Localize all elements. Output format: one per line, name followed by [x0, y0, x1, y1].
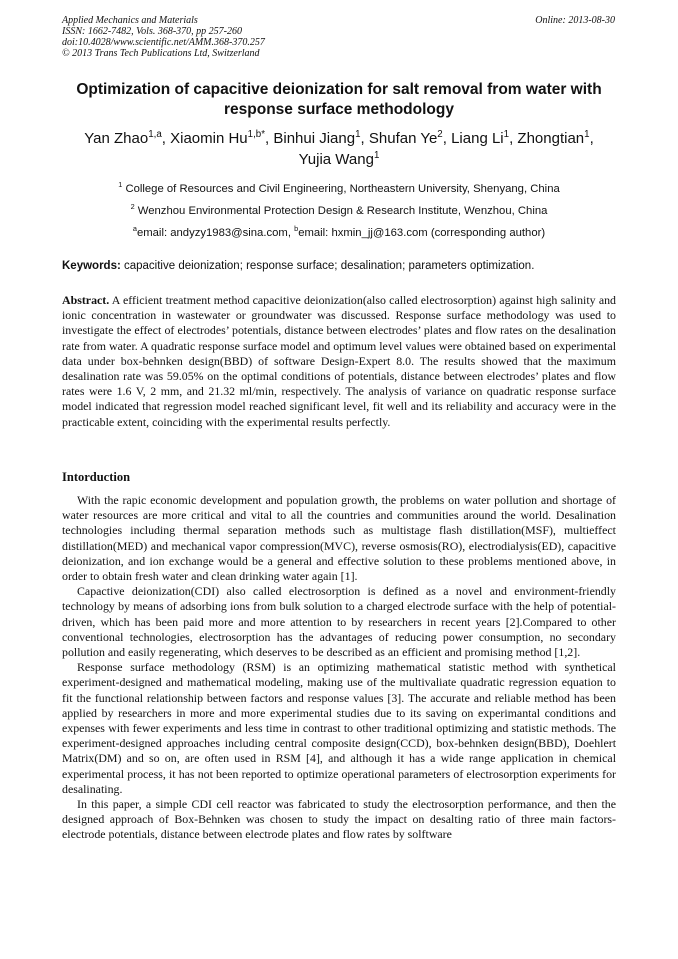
keywords-text: capacitive deionization; response surface; desalination; parameters optimization. [120, 260, 535, 272]
journal-header [62, 15, 265, 59]
journal-name: Applied Mechanics and Materials [62, 15, 198, 26]
online-date: Online: 2013-08-30 [535, 15, 615, 26]
introduction-body [62, 493, 616, 843]
title-line-2: response surface methodology [224, 101, 454, 118]
keywords [62, 259, 622, 273]
abstract-text: A efficient treatment method capacitive deionization(also called electrosorption) against high salinity and ionic concentration in wastewater or groundwater was discussed. Response surface methodology was used to investigate the effect of electrodes’ potentials, distance between electrodes’ plates and flow rates on the desalination rate from water. A quadratic response surface model and optimum level values were obtained based on experimental data under box-behnken design(BBD) of software Design-Expert 8.0. The results showed that the maximum desalination rate was 59.05% on the optimal conditions of potentials, distance between electrodes’ plates and flow rates were 1.6 V, 2 mm, and 21.32 ml/min, respectively. The analysis of variance on quadratic response surface model indicated that regression model reached significant level, fit well and its reliability and accuracy were in the practicable extent, coinciding with the experimental results perfectly. [62, 293, 616, 429]
author: Binhui Jiang$^1$, [273, 129, 369, 147]
email-b[interactable]: email: hxmin_jj@163.com (corresponding author) [298, 227, 546, 239]
author-list [40, 128, 638, 170]
affiliation-2: $^2$ Wenzhou Environmental Protection Design & Research Institute, Wenzhou, China [130, 202, 548, 217]
section-heading-introduction: Intorduction [62, 470, 131, 484]
email-a[interactable]: email: andyzy1983@sina.com, [136, 227, 295, 239]
intro-paragraph: With the rapic economic development and population growth, the problems on water pollution and shortage of water resources are more critical and vital to all the countries and communities around the world. Desalination technologies including thermal separation methods such as multistage flash distillation(MSF), multieffect distillation(MED) and mechanical vapor compression(MVC), reverse osmosis(RO), electrodialysis(ED), capacitive deionization, and ion exchange would be a general and effective solution to these problems mentioned above, in order to obtain fresh water and clean drinking water again [1]. [62, 493, 616, 584]
author: Shufan Ye$^2$, [368, 129, 452, 147]
author: Liang Li$^1$, [451, 129, 518, 147]
author: Yujia Wang$^1$ [298, 150, 380, 168]
copyright-line: © 2013 Trans Tech Publications Ltd, Switzerland [62, 48, 260, 59]
issn-line: ISSN: 1662-7482, Vols. 368-370, pp 257-260 [62, 26, 242, 37]
author: Xiaomin $Hu^{1,b*}$, [170, 129, 274, 147]
affiliation-1: $^1$ College of Resources and Civil Engineering, Northeastern University, Shenyang, China [118, 180, 560, 195]
author: Yan Zhao$^{1,a}$, [84, 129, 171, 147]
paper-title [40, 80, 638, 120]
keywords-label: Keywords: [62, 260, 121, 272]
intro-paragraph: Response surface methodology (RSM) is an optimizing mathematical statistic method with synthetical experiment-designed and mathematical modeling, making use of the multivaliate quadratic regression equation to fit the functional relationship between factors and response values [3]. The accurate and reliable method has been applied by researchers in more and more experimental studies due to its saving on experimantal conditions and expenses with fewer experiments and less time in contrast to other traditional optimizing and statistic methods. The experiment-designed approaches including central composite design(CCD), box-behnken design(BBD), Doehlert Matrix(DM) and so on, are often used in RSM [4], and although it has a wide range application in chemical experimental process, it has not been reported to optimize operational parameters of electrosorption experiments for desalinating. [62, 660, 616, 796]
abstract-label: Abstract. [62, 293, 110, 307]
abstract [62, 293, 616, 430]
email-line: $^a$email: andyzy1983@sina.com, $^b$email: hxmin_jj@163.com (corresponding author) [132, 224, 546, 239]
author: Zhongtian$^1$, [517, 129, 594, 147]
title-line-1: Optimization of capacitive deionization for salt removal from water with [76, 81, 602, 98]
intro-paragraph: In this paper, a simple CDI cell reactor was fabricated to study the electrosorption performance, and then the designed approach of Box-Behnken was chosen to study the impact on desalting ratio of three main factors-electrode potentials, distance between electrode plates and flow rates by solftware [62, 797, 616, 842]
doi-line: doi:10.4028/www.scientific.net/AMM.368-370.257 [62, 37, 265, 48]
intro-paragraph: Capactive deionization(CDI) also called electrosorption is defined as a novel and environment-friendly technology by means of adsorbing ions from bulk solution to a charged electrode surface with the help of potential-driven, which has been paid more and more attention to by researchers in recent years [2].Compared to other conventional technologies, electrosorption has the advantages of reducing power consumption, no secondary pollution and easily regenerating, which deserves to be described as an efficient and promising method [1,2]. [62, 584, 616, 660]
